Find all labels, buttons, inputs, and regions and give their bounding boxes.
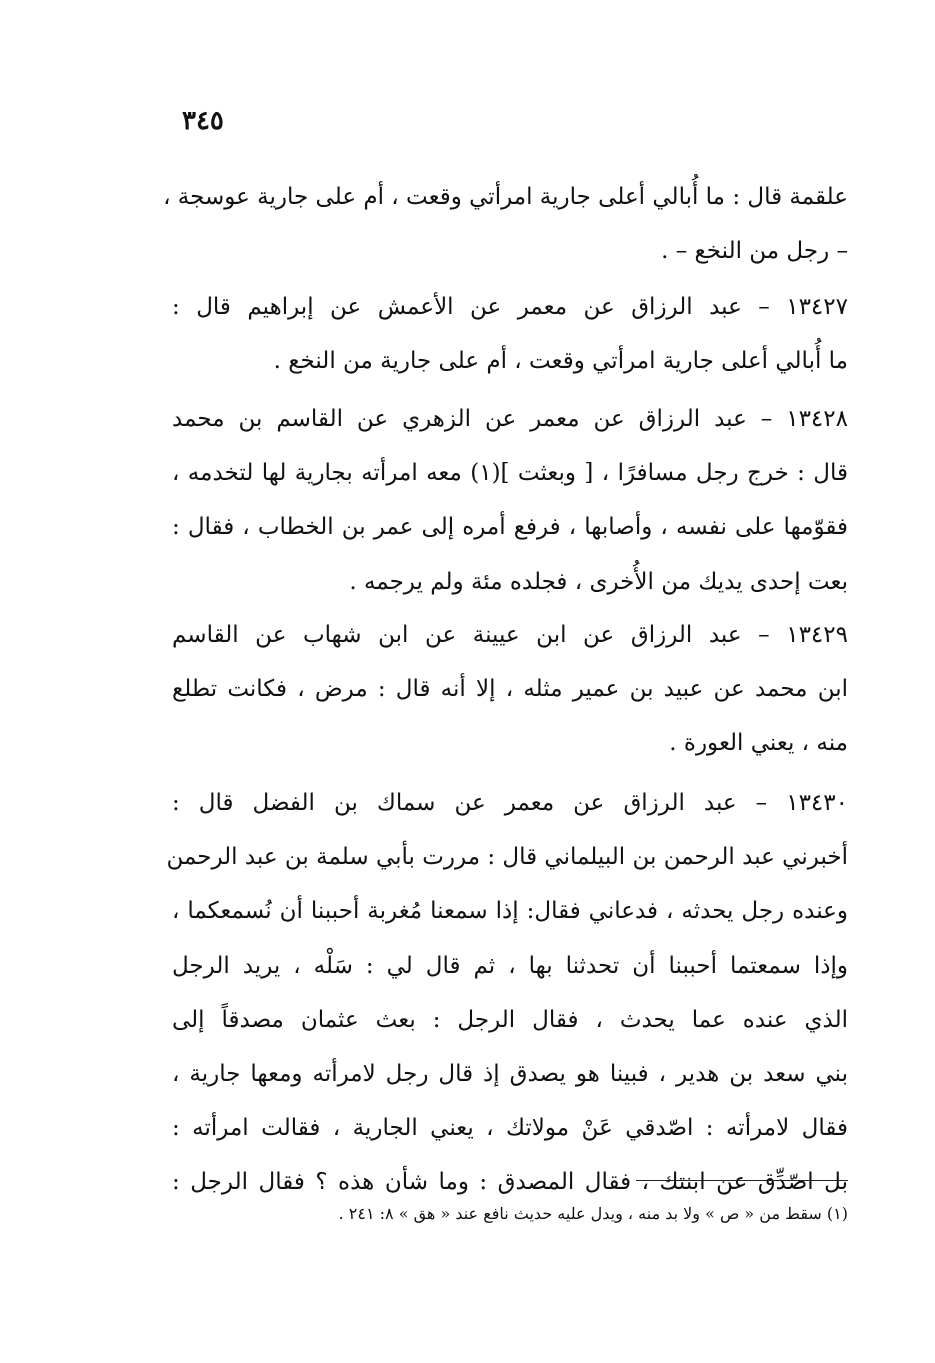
text-line: ما أُبالي أعلى جارية امرأتي وقعت ، أم على جارية من النخع . (273, 348, 848, 375)
hadith-13428 (172, 392, 848, 609)
text-line: ١٣٤٢٨ – عبد الرزاق عن معمر عن الزهري عن القاسم بن محمد (172, 406, 848, 432)
text-line: فقال لامرأته : اصّدقي عَنْ مولاتك ، يعني الجارية ، فقالت امرأته : (172, 1115, 848, 1142)
footnote-divider (636, 1180, 848, 1181)
hadith-13429 (172, 608, 848, 771)
page-number: ٣٤٥ (182, 106, 224, 136)
text-line: أخبرني عبد الرحمن بن البيلماني قال : مررت بأبي سلمة بن عبد الرحمن (166, 844, 848, 871)
text-line: وإذا سمعتما أحببنا أن تحدثنا بها ، ثم قال لي : سَلْه ، يريد الرجل (172, 952, 848, 979)
text-line: بعت إحدى يديك من الأُخرى ، فجلده مئة ولم يرجمه . (349, 568, 848, 595)
hadith-13427 (172, 280, 848, 388)
text-line: الذي عنده عما يحدث ، فقال الرجل : بعث عثمان مصدقاً إلى (172, 1006, 848, 1033)
text-line: منه ، يعني العورة . (669, 730, 848, 757)
footnote: (١) سقط من « ص » ولا بد منه ، ويدل عليه حديث نافع عند « هق » ٨: ٢٤١ . (338, 1204, 848, 1223)
text-line: – رجل من النخع – . (661, 238, 848, 265)
hadith-13430 (166, 776, 848, 1210)
text-line: وعنده رجل يحدثه ، فدعاني فقال: إذا سمعنا مُغربة أحببنا أن نُسمعكما ، (172, 898, 848, 925)
text-line: بل اصّدِّق عن ابنتك ، فقال المصدق : وما شأن هذه ؟ فقال الرجل : (172, 1169, 848, 1196)
text-line: قال : خرج رجل مسافرًا ، [ وبعثت ](١) معه امرأته بجارية لها لتخدمه ، (172, 460, 849, 487)
text-line: علقمة قال : ما أُبالي أعلى جارية امرأتي وقعت ، أم على جارية عوسجة ، (163, 184, 848, 210)
text-line: فقوّمها على نفسه ، وأصابها ، فرفع أمره إلى عمر بن الخطاب ، فقال : (172, 514, 848, 541)
text-line: بني سعد بن هدير ، فبينا هو يصدق إذ قال رجل لامرأته ومعها جارية ، (172, 1060, 848, 1087)
text-line: ١٣٤٢٩ – عبد الرزاق عن ابن عيينة عن ابن شهاب عن القاسم (172, 622, 848, 648)
text-line: ابن محمد عن عبيد بن عمير مثله ، إلا أنه قال : مرض ، فكانت تطلع (172, 676, 848, 703)
text-line: ١٣٤٢٧ – عبد الرزاق عن معمر عن الأعمش عن إبراهيم قال : (172, 294, 848, 320)
paragraph-continuation (163, 170, 848, 278)
text-line: ١٣٤٣٠ – عبد الرزاق عن معمر عن سماك بن الفضل قال : (172, 790, 848, 816)
